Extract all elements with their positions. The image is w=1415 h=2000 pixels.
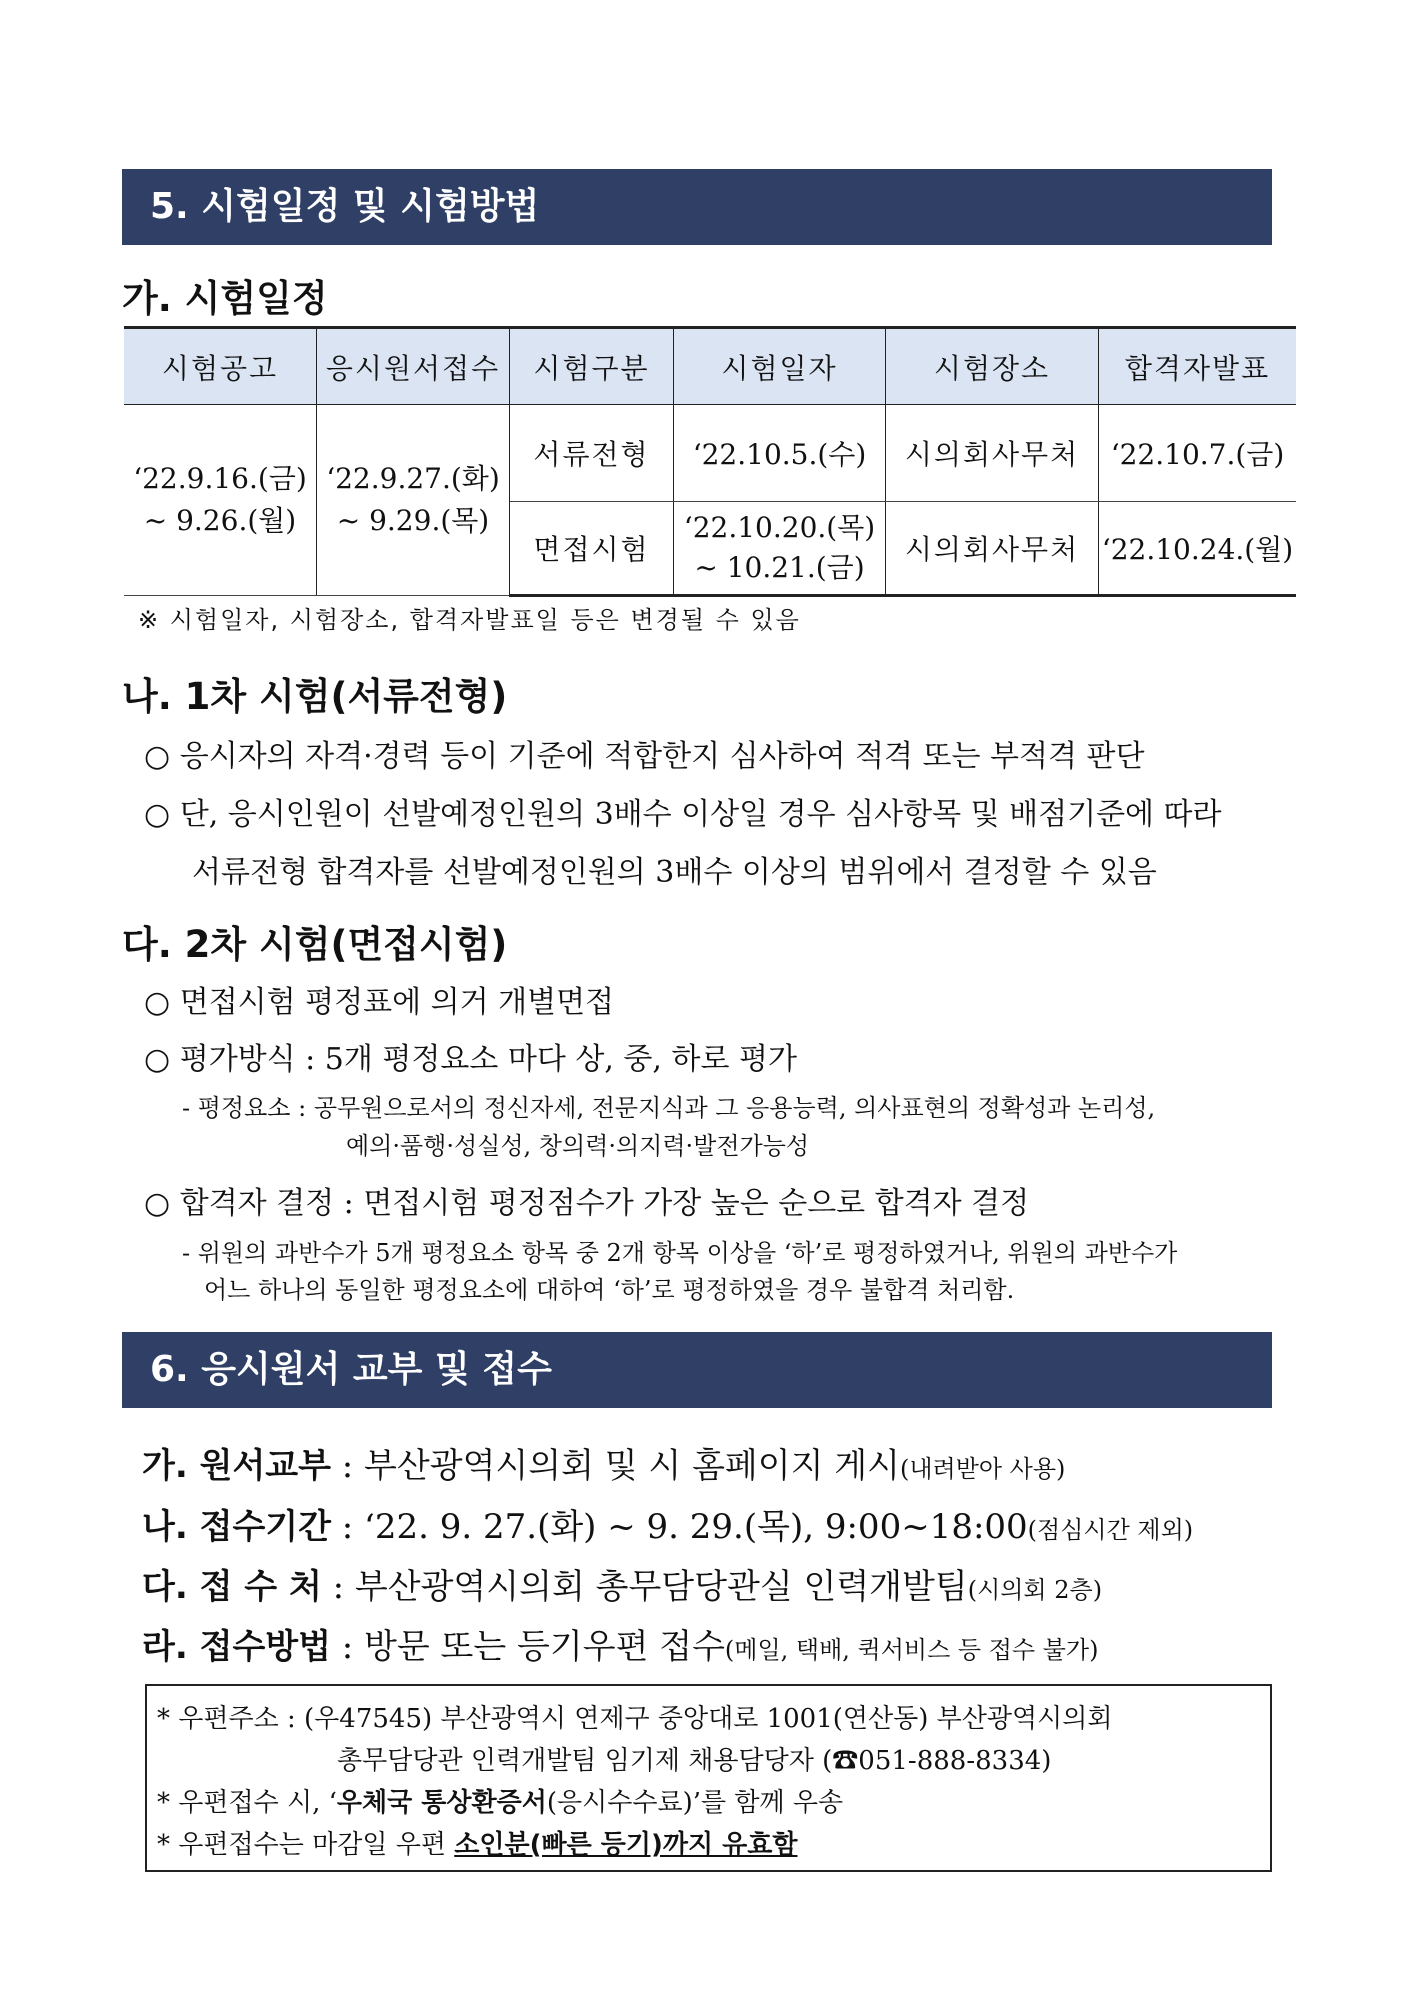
result-cell: ‘22.10.7.(금) [1099, 405, 1297, 502]
list-item: ○ 응시자의 자격·경력 등이 기준에 적합한지 심사하여 적격 또는 부적격 판단 [144, 739, 1145, 774]
item-text: : 방문 또는 등기우편 접수 [341, 1627, 725, 1667]
item-text: : 부산광역시의회 총무담당관실 인력개발팀 [332, 1567, 968, 1607]
table-header-row [124, 328, 1296, 405]
sub-item: - 평정요소 : 공무원으로서의 정신자세, 전문지식과 그 응용능력, 의사표현의 정확성과 논리성, [182, 1094, 1156, 1122]
section-5-banner [122, 169, 1272, 245]
application-item [142, 1438, 1065, 1487]
postal-deadline-line [157, 1824, 798, 1861]
subsection-a-title: 가. 시험일정 [122, 277, 328, 320]
sub-item: - 위원의 과반수가 5개 평정요소 항목 중 2개 항목 이상을 ‘하’로 평정하였거나, 위원의 과반수가 [182, 1239, 1178, 1267]
apply-end: ~ 9.29.(목) [336, 504, 490, 537]
text-fragment: * 우편접수는 마감일 우편 [157, 1830, 455, 1860]
apply-period-cell [317, 405, 510, 596]
item-text: : 부산광역시의회 및 시 홈페이지 게시 [341, 1446, 900, 1486]
item-key: 다. 접 수 처 [142, 1567, 322, 1607]
money-order-emphasis: 우체국 통상환증서 [336, 1788, 547, 1818]
text-fragment: * 우편접수 시, ‘ [157, 1788, 337, 1818]
date-end: ~ 10.21.(금) [694, 551, 865, 584]
postal-address-line: * 우편주소 : (우47545) 부산광역시 연제구 중앙대로 1001(연산동) 부산광역시의회 [157, 1704, 1113, 1734]
postal-info-box [145, 1684, 1272, 1872]
table-note: ※ 시험일자, 시험장소, 합격자발표일 등은 변경될 수 있음 [138, 606, 801, 634]
list-item: ○ 면접시험 평정표에 의거 개별면접 [144, 985, 615, 1020]
apply-start: ‘22.9.27.(화) [326, 462, 500, 495]
section-6-title: 6. 응시원서 교부 및 접수 [150, 1349, 552, 1390]
text-fragment: (응시수수료)’를 함께 우송 [546, 1788, 844, 1818]
exam-schedule-table [124, 326, 1296, 597]
item-note: (메일, 택배, 퀵서비스 등 접수 불가) [724, 1636, 1099, 1664]
header-result: 합격자발표 [1099, 328, 1297, 405]
type-cell: 면접시험 [510, 502, 674, 596]
header-type: 시험구분 [510, 328, 674, 405]
item-note: (내려받아 사용) [899, 1455, 1066, 1483]
list-item: 서류전형 합격자를 선발예정인원의 3배수 이상의 범위에서 결정할 수 있음 [192, 855, 1157, 890]
application-item [142, 1619, 1098, 1668]
result-cell: ‘22.10.24.(월) [1099, 502, 1297, 596]
item-note: (시의회 2층) [967, 1576, 1103, 1604]
application-item [142, 1559, 1102, 1608]
application-item [142, 1499, 1193, 1548]
sub-item: 어느 하나의 동일한 평정요소에 대하여 ‘하’로 평정하였을 경우 불합격 처리함. [204, 1276, 1015, 1304]
place-cell: 시의회사무처 [886, 502, 1099, 596]
header-place: 시험장소 [886, 328, 1099, 405]
table-row [124, 405, 1296, 502]
item-key: 라. 접수방법 [142, 1627, 331, 1667]
section-5-title: 5. 시험일정 및 시험방법 [150, 186, 540, 227]
header-date: 시험일자 [674, 328, 886, 405]
sub-item: 예의·품행·성실성, 창의력·의지력·발전가능성 [346, 1132, 810, 1160]
list-item: ○ 평가방식 : 5개 평정요소 마다 상, 중, 하로 평가 [144, 1042, 797, 1077]
section-6-banner [122, 1332, 1272, 1408]
item-text: : ‘22. 9. 27.(화) ~ 9. 29.(목), 9:00~18:00 [341, 1507, 1028, 1547]
header-notice: 시험공고 [124, 328, 317, 405]
list-item: ○ 단, 응시인원이 선발예정인원의 3배수 이상일 경우 심사항목 및 배점기준에 따라 [144, 797, 1222, 832]
list-item: ○ 합격자 결정 : 면접시험 평정점수가 가장 높은 순으로 합격자 결정 [144, 1186, 1030, 1221]
header-apply: 응시원서접수 [317, 328, 510, 405]
place-cell: 시의회사무처 [886, 405, 1099, 502]
notice-start: ‘22.9.16.(금) [133, 462, 307, 495]
postal-contact-line: 총무담당관 인력개발팀 임기제 채용담당자 (☎051-888-8334) [337, 1746, 1052, 1776]
subsection-c-title: 다. 2차 시험(면접시험) [122, 923, 508, 966]
date-cell: ‘22.10.5.(수) [674, 405, 886, 502]
postal-money-order-line [157, 1782, 843, 1819]
type-cell: 서류전형 [510, 405, 674, 502]
date-start: ‘22.10.20.(목) [683, 511, 876, 544]
item-note: (점심시간 제외) [1027, 1516, 1194, 1544]
notice-end: ~ 9.26.(월) [143, 504, 297, 537]
date-cell [674, 502, 886, 596]
subsection-b-title: 나. 1차 시험(서류전형) [122, 675, 508, 718]
item-key: 나. 접수기간 [142, 1507, 331, 1547]
item-key: 가. 원서교부 [142, 1446, 331, 1486]
deadline-emphasis: 소인분(빠른 등기)까지 유효함 [454, 1830, 798, 1860]
notice-period-cell [124, 405, 317, 596]
